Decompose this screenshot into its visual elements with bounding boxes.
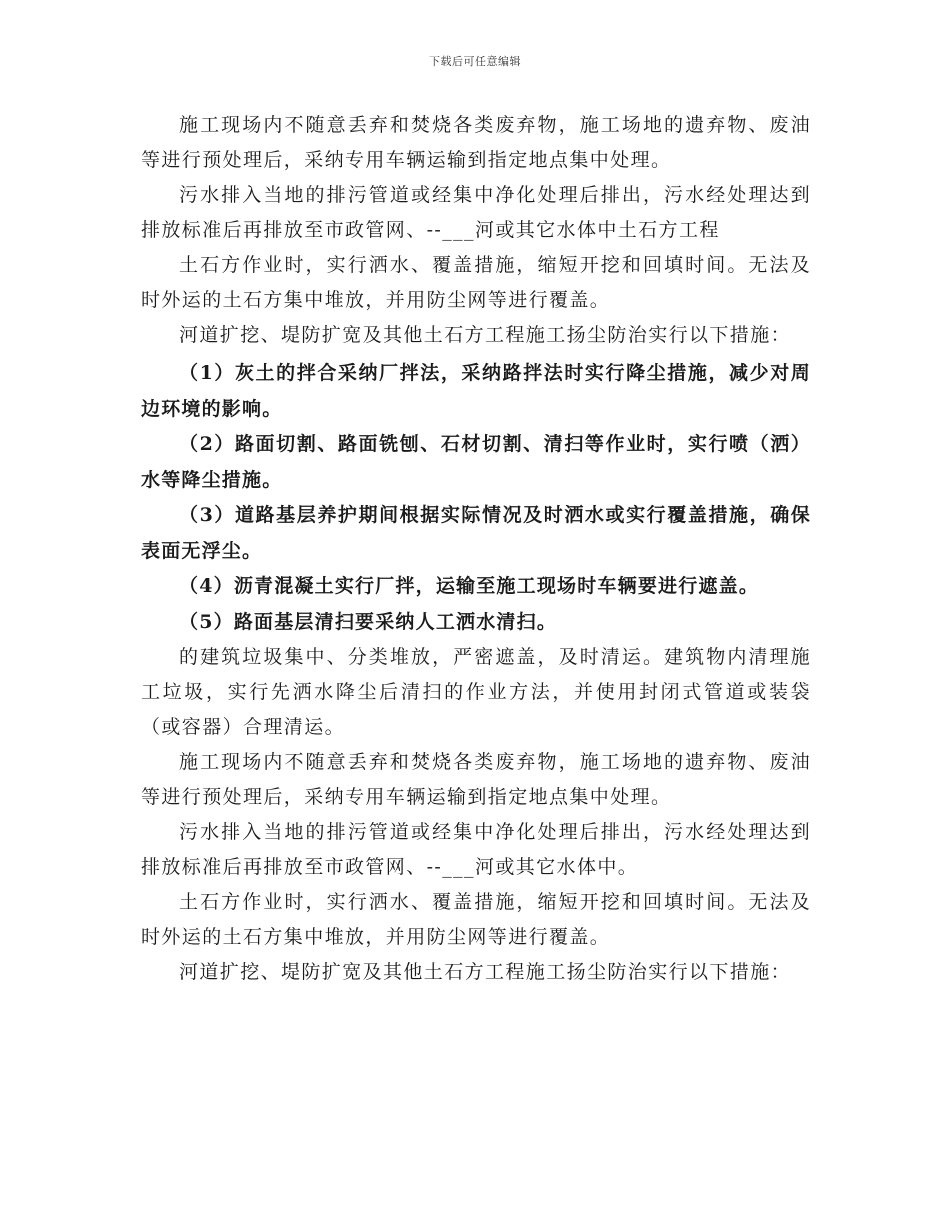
measure-item-2: （2）路面切割、路面铣刨、石材切割、清扫等作业时，实行喷（洒）水等降尘措施。 <box>141 433 811 491</box>
paragraph-earthwork-repeat: 土石方作业时，实行洒水、覆盖措施，缩短开挖和回填时间。无法及时外运的土石方集中堆放，并用防尘网等进行覆盖。 <box>141 891 811 948</box>
measure-item-4: （4）沥青混凝土实行厂拌，运输至施工现场时车辆要进行遮盖。 <box>179 575 760 597</box>
paragraph-earthwork: 土石方作业时，实行洒水、覆盖措施，缩短开挖和回填时间。无法及时外运的土石方集中堆放，并用防尘网等进行覆盖。 <box>141 254 811 311</box>
paragraph-construction-waste: 的建筑垃圾集中、分类堆放，严密遮盖，及时清运。建筑物内清理施工垃圾，实行先洒水降尘后清扫的作业方法，并使用封闭式管道或装袋（或容器）合理清运。 <box>141 646 811 738</box>
paragraph-waste-disposal: 施工现场内不随意丢弃和焚烧各类废弃物，施工场地的遗弃物、废油等进行预处理后，采纳专用车辆运输到指定地点集中处理。 <box>141 114 811 171</box>
document-body <box>141 108 811 990</box>
measure-item-1: （1）灰土的拌合采纳厂拌法，采纳路拌法时实行降尘措施，减少对周边环境的影响。 <box>141 362 811 420</box>
measure-item-3: （3）道路基层养护期间根据实际情况及时洒水或实行覆盖措施，确保表面无浮尘。 <box>141 504 811 562</box>
paragraph-waste-disposal-repeat: 施工现场内不随意丢弃和焚烧各类废弃物，施工场地的遗弃物、废油等进行预处理后，采纳专用车辆运输到指定地点集中处理。 <box>141 751 811 808</box>
paragraph-dust-measures-intro-repeat: 河道扩挖、堤防扩宽及其他土石方工程施工扬尘防治实行以下措施： <box>179 961 792 983</box>
page-header: 下载后可任意编辑 <box>429 55 521 68</box>
paragraph-dust-measures-intro: 河道扩挖、堤防扩宽及其他土石方工程施工扬尘防治实行以下措施： <box>179 324 792 346</box>
paragraph-sewage-discharge: 污水排入当地的排污管道或经集中净化处理后排出，污水经处理达到排放标准后再排放至市政管网、--___河或其它水体中土石方工程 <box>141 184 811 241</box>
paragraph-sewage-discharge-repeat: 污水排入当地的排污管道或经集中净化处理后排出，污水经处理达到排放标准后再排放至市政管网、--___河或其它水体中。 <box>141 821 811 878</box>
measure-item-5: （5）路面基层清扫要采纳人工洒水清扫。 <box>179 610 558 633</box>
